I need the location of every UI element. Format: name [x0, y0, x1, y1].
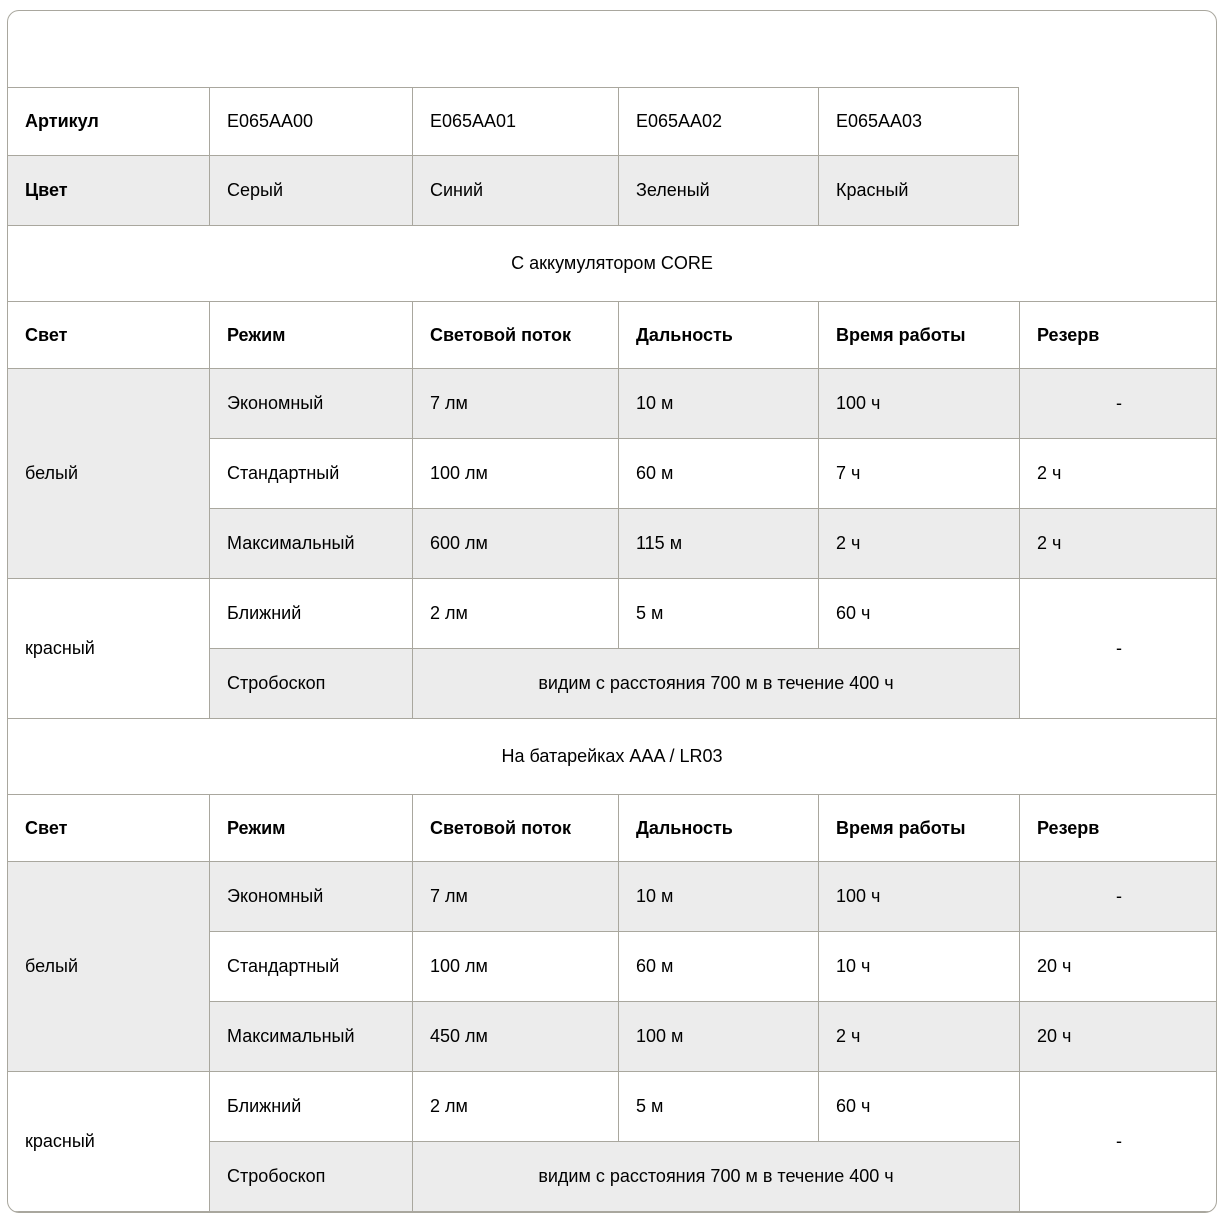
distance-cell: 100 м: [619, 1002, 819, 1072]
column-header-mode: Режим: [210, 302, 413, 369]
column-header-mode: Режим: [210, 795, 413, 862]
product-table: [7, 87, 1019, 226]
section-title-aaa: На батарейках AAA / LR03: [501, 746, 723, 766]
flux-cell: 600 лм: [413, 509, 619, 579]
strobe-note-cell: видим с расстояния 700 м в течение 400 ч: [413, 1142, 1020, 1212]
mode-cell: Ближний: [210, 1072, 413, 1142]
color-cell: Серый: [210, 156, 413, 226]
distance-cell: 5 м: [619, 1072, 819, 1142]
flux-cell: 7 лм: [413, 369, 619, 439]
burn-time-cell: 2 ч: [819, 1002, 1020, 1072]
mode-cell: Экономный: [210, 862, 413, 932]
flux-cell: 100 лм: [413, 439, 619, 509]
column-header-burn-time: Время работы: [819, 302, 1020, 369]
reserve-cell: 20 ч: [1020, 1002, 1218, 1072]
article-row: [8, 88, 1019, 156]
color-row-label: Цвет: [8, 156, 210, 226]
article-cell: E065AA00: [210, 88, 413, 156]
reserve-cell: -: [1020, 369, 1218, 439]
reserve-cell: 2 ч: [1020, 439, 1218, 509]
flux-cell: 7 лм: [413, 862, 619, 932]
light-color-cell-red: красный: [8, 579, 210, 719]
section-title-core: С аккумулятором CORE: [511, 253, 713, 273]
burn-time-cell: 60 ч: [819, 1072, 1020, 1142]
distance-cell: 10 м: [619, 369, 819, 439]
article-cell: E065AA02: [619, 88, 819, 156]
mode-cell: Максимальный: [210, 1002, 413, 1072]
flux-cell: 2 лм: [413, 1072, 619, 1142]
spec-header-row: [8, 302, 1218, 369]
spec-row-proximity: [8, 579, 1218, 649]
reserve-cell: -: [1020, 579, 1218, 719]
column-header-reserve: Резерв: [1020, 302, 1218, 369]
article-cell: E065AA03: [819, 88, 1019, 156]
article-cell: E065AA01: [413, 88, 619, 156]
light-color-cell-red: красный: [8, 1072, 210, 1212]
column-header-burn-time: Время работы: [819, 795, 1020, 862]
distance-cell: 60 м: [619, 932, 819, 1002]
spec-page: [7, 10, 1217, 1213]
reserve-cell: -: [1020, 862, 1218, 932]
burn-time-cell: 60 ч: [819, 579, 1020, 649]
mode-cell: Стандартный: [210, 439, 413, 509]
color-cell: Зеленый: [619, 156, 819, 226]
spec-row-proximity: [8, 1072, 1218, 1142]
spec-row-economy: [8, 369, 1218, 439]
reserve-cell: -: [1020, 1072, 1218, 1212]
column-header-distance: Дальность: [619, 795, 819, 862]
distance-cell: 60 м: [619, 439, 819, 509]
page-top-spacer: [8, 11, 1216, 87]
color-row: [8, 156, 1019, 226]
light-color-cell-white: белый: [8, 862, 210, 1072]
column-header-distance: Дальность: [619, 302, 819, 369]
color-cell: Красный: [819, 156, 1019, 226]
flux-cell: 2 лм: [413, 579, 619, 649]
burn-time-cell: 2 ч: [819, 509, 1020, 579]
column-header-light: Свет: [8, 795, 210, 862]
burn-time-cell: 100 ч: [819, 862, 1020, 932]
flux-cell: 450 лм: [413, 1002, 619, 1072]
column-header-flux: Световой поток: [413, 302, 619, 369]
mode-cell: Стандартный: [210, 932, 413, 1002]
light-color-cell-white: белый: [8, 369, 210, 579]
mode-cell: Максимальный: [210, 509, 413, 579]
column-header-flux: Световой поток: [413, 795, 619, 862]
distance-cell: 5 м: [619, 579, 819, 649]
mode-cell: Стробоскоп: [210, 1142, 413, 1212]
spec-table-core: [7, 301, 1217, 719]
column-header-light: Свет: [8, 302, 210, 369]
spec-table-aaa: [7, 794, 1217, 1212]
burn-time-cell: 7 ч: [819, 439, 1020, 509]
color-cell: Синий: [413, 156, 619, 226]
spec-row-economy: [8, 862, 1218, 932]
mode-cell: Стробоскоп: [210, 649, 413, 719]
mode-cell: Экономный: [210, 369, 413, 439]
strobe-note-cell: видим с расстояния 700 м в течение 400 ч: [413, 649, 1020, 719]
flux-cell: 100 лм: [413, 932, 619, 1002]
distance-cell: 115 м: [619, 509, 819, 579]
reserve-cell: 20 ч: [1020, 932, 1218, 1002]
reserve-cell: 2 ч: [1020, 509, 1218, 579]
distance-cell: 10 м: [619, 862, 819, 932]
burn-time-cell: 100 ч: [819, 369, 1020, 439]
article-row-label: Артикул: [8, 88, 210, 156]
burn-time-cell: 10 ч: [819, 932, 1020, 1002]
column-header-reserve: Резерв: [1020, 795, 1218, 862]
spec-header-row: [8, 795, 1218, 862]
mode-cell: Ближний: [210, 579, 413, 649]
